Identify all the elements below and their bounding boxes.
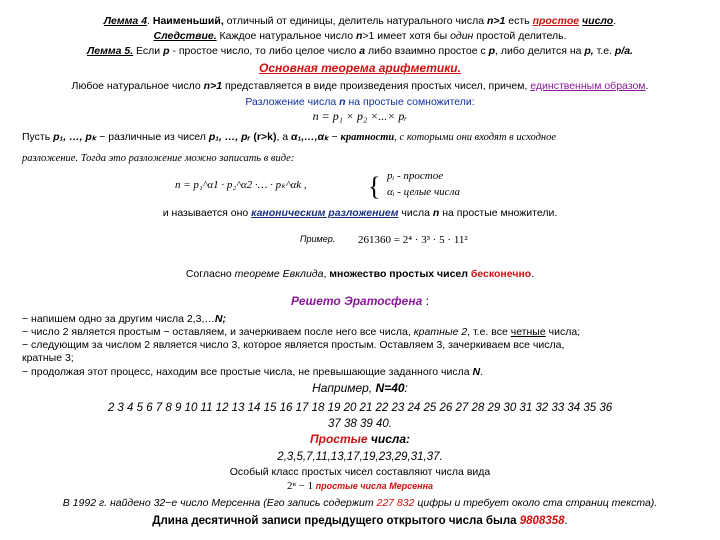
let-text2: − различные из чисел <box>96 131 209 143</box>
formula2 <box>175 170 575 204</box>
year1992-line <box>0 497 720 510</box>
example2-line <box>0 381 720 396</box>
example-label: Пример. <box>300 234 336 244</box>
corollary-text3: простой делитель. <box>473 30 567 42</box>
formula2-cond2-var: αᵢ <box>387 186 395 198</box>
length-text: Длина десятичной записи предыдущего открытого числа была <box>152 515 520 527</box>
sieve-step-2-end: числа; <box>545 326 581 338</box>
let-cond: (r>k) <box>250 131 277 143</box>
corollary-text1: Каждое натуральное число <box>216 30 356 42</box>
primes-label: Простые <box>309 432 368 446</box>
numbers-line-1-text: 2 3 4 5 6 7 8 9 10 11 12 13 14 15 16 17 18 19 20 21 22 23 24 25 26 27 28 29 30 31 32 33 34 35 36 <box>107 402 613 414</box>
primes-list: 2,3,5,7,11,13,17,19,23,29,31,37. <box>277 451 443 463</box>
primes-title-line <box>0 432 720 447</box>
corollary-cond: n <box>355 30 363 42</box>
corollary-label: Следствие. <box>153 30 217 42</box>
lemma5-p: p <box>163 45 170 57</box>
lemma5-text3: либо взаимно простое с <box>365 45 489 57</box>
lemma4-end: . <box>613 15 617 27</box>
formula2-cond2 <box>387 186 460 198</box>
canonical-term-link[interactable]: каноническим разложением <box>251 207 399 219</box>
lemma4-number: число <box>582 15 614 27</box>
mersenne-intro: Особый класс простых чисел составляют числа вида <box>229 466 491 478</box>
sieve-step-3-cont <box>22 352 712 365</box>
sieve-step-1-end: N; <box>214 313 227 325</box>
let-text1: Пусть <box>22 131 54 143</box>
lemma5-text5: т.е. <box>593 45 615 57</box>
theorem-text2: представляется в виде произведения простых чисел, причем, <box>222 80 531 92</box>
let-alphas: α₁,…,αₖ <box>291 131 329 143</box>
formula2-brace: { <box>368 172 381 201</box>
corollary-one: один <box>450 30 474 42</box>
sieve-step-2-even: четные <box>510 326 546 338</box>
lemma4-text1: отличный от единицы, делитель натурального числа <box>223 15 487 27</box>
euclid-theorem: теореме Евклида <box>234 268 324 280</box>
sieve-title: Решето Эратосфена <box>291 294 423 308</box>
canonical-n: n <box>432 207 440 219</box>
let-text3: , а <box>276 131 292 143</box>
euclid-infinite: бесконечно <box>470 268 532 280</box>
let-mult: кратности <box>340 132 395 143</box>
euclid-set: множество простых чисел <box>329 268 468 280</box>
example2-text1: Например, <box>312 381 376 395</box>
example2-colon: : <box>404 381 408 395</box>
example-formula: 261360 = 2⁴ · 3³ · 5 · 11² <box>358 234 468 246</box>
lemma4-label: Лемма 4 <box>103 15 148 27</box>
canonical-text1: и называется оно <box>162 207 252 219</box>
numbers-line-1 <box>0 401 720 415</box>
formula1 <box>0 108 720 124</box>
corollary-text2: >1 имеет хотя бы <box>362 30 451 42</box>
euclid-end: . <box>531 268 535 280</box>
lemma4-smallest: Наименьший, <box>152 15 224 27</box>
numbers-line-2-text: 37 38 39 40. <box>328 418 392 430</box>
formula2-cond1 <box>387 170 443 182</box>
lemma5-pa: p/a. <box>614 45 633 57</box>
lemma5-line <box>0 45 720 58</box>
euclid-text2: , <box>323 268 330 280</box>
lemma4-text2: есть <box>505 15 533 27</box>
mersenne-line <box>0 480 720 493</box>
let-p2: p₁, …, pᵣ <box>208 131 251 143</box>
lemma5-text1: Если <box>133 45 164 57</box>
sieve-title-line <box>0 294 720 309</box>
let-line2 <box>22 152 712 165</box>
sieve-step-1-text: − напишем одно за другим числа 2,3,… <box>22 313 215 325</box>
sieve-step-3-cont-text: кратные 3; <box>22 352 74 364</box>
lemma5-text2: - простое число, то либо целое число <box>169 45 360 57</box>
lemma5-text4: , либо делится на <box>495 45 585 57</box>
let-line2-text: разложение. Тогда это разложение можно записать в виде: <box>22 153 295 164</box>
decomp-text2: на простые сомножители: <box>345 96 475 108</box>
decomp-text1: Разложение числа <box>245 96 340 108</box>
let-line <box>22 131 712 144</box>
year1992-digits: 227 832 <box>376 497 415 509</box>
year1992-text1: В 1992 г. найдено 32−е число Мерсенна (Его запись содержит <box>62 497 377 509</box>
sieve-step-2-mult: кратные 2 <box>413 326 468 338</box>
theorem-unique-link[interactable]: единственным образом <box>530 80 646 92</box>
mersenne-label: простые числа Мерсенна <box>313 481 434 491</box>
sieve-colon: : <box>422 294 429 308</box>
let-p1: p₁, …, pₖ <box>53 131 97 143</box>
sieve-step-3-text: − следующим за числом 2 является число 3, которое является простым. Оставляем 3, зачеркиваем все числа, <box>22 339 565 351</box>
sieve-step-2-mid: , т.е. все <box>467 326 511 338</box>
sieve-step-3 <box>22 339 712 352</box>
primes-rest: числа: <box>367 432 411 446</box>
lemma5-p3: p, <box>584 45 594 57</box>
formula1-text: n = p₁ × p₂ ×...× pᵣ <box>312 109 408 123</box>
formula2-cond2-text: - целые числа <box>394 186 460 198</box>
lemma5-label: Лемма 5. <box>87 45 134 57</box>
sieve-step-4-text: − продолжая этот процесс, находим все простые числа, не превышающие заданного числа <box>22 366 473 378</box>
sieve-step-4 <box>22 366 712 379</box>
sieve-step-4-n: N <box>472 366 481 378</box>
theorem-text1: Любое натуральное число <box>71 80 204 92</box>
lemma4-prime: простое <box>532 15 580 27</box>
theorem-cond: n>1 <box>203 80 223 92</box>
lemma4-cond: n>1 <box>486 15 506 27</box>
sieve-step-2 <box>22 326 712 339</box>
canonical-line <box>0 207 720 220</box>
corollary-line <box>0 30 720 43</box>
euclid-text1: Согласно <box>185 268 235 280</box>
formula2-cond1-text: - простое <box>394 170 444 182</box>
theorem-title-line <box>0 61 720 76</box>
length-end: . <box>564 515 568 527</box>
formula2-main: n = p₁^α1 · p₂^α2 ·… · pₖ^αk , <box>175 179 307 191</box>
let-text4: − <box>328 131 341 143</box>
length-value: 9808358 <box>519 515 565 527</box>
mersenne-formula: 2ⁿ − 1 <box>286 480 314 492</box>
primes-list-line <box>0 450 720 464</box>
year1992-text2: цифры и требует около ста страниц текста). <box>414 497 658 509</box>
lemma5-a: a <box>359 45 366 57</box>
euclid-line <box>0 268 720 281</box>
formula2-cond1-var: pᵢ <box>387 170 395 182</box>
sieve-step-1 <box>22 313 712 326</box>
theorem-end: . <box>645 80 649 92</box>
lemma4-dot: . <box>147 15 153 27</box>
numbers-line-2 <box>0 417 720 431</box>
lemma4-line <box>0 15 720 28</box>
length-line <box>0 514 720 528</box>
sieve-step-4-end: . <box>480 366 484 378</box>
example2-n: N=40 <box>375 381 405 395</box>
theorem-line <box>0 80 720 93</box>
lemma5-p2: p <box>488 45 496 57</box>
sieve-step-2-text: − число 2 является простым − оставляем, и зачеркиваем после него все числа, <box>22 326 414 338</box>
example <box>300 232 620 252</box>
theorem-title: Основная теорема арифметики. <box>259 61 461 75</box>
canonical-text3: на простые множители. <box>439 207 558 219</box>
canonical-text2: числа <box>398 207 433 219</box>
let-text5: , с которыми они входят в исходное <box>394 132 557 143</box>
mersenne-intro-line <box>0 466 720 479</box>
decomp-n: n <box>339 96 346 108</box>
